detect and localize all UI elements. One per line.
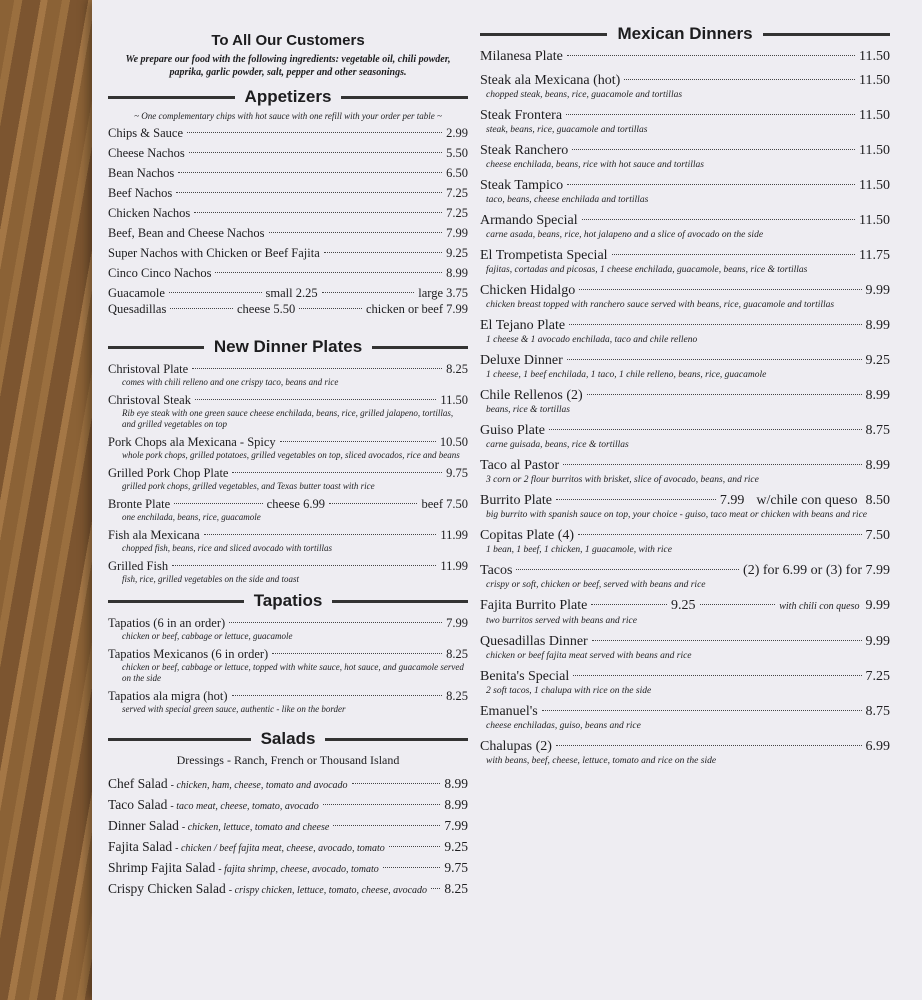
menu-item: [108, 145, 468, 161]
menu-item-price: 9.99: [865, 634, 890, 649]
menu-item-description: comes with chili relleno and one crispy taco, beans and rice: [122, 377, 339, 387]
menu-item: [480, 317, 890, 346]
menu-item: [480, 668, 890, 697]
menu-item-name: Tapatios (6 in an order): [108, 616, 226, 630]
menu-item-name: Beef Nachos: [108, 186, 173, 200]
menu-item-description: fajitas, cortadas and picosas, 1 cheese enchilada, guacamole, beans, rice & tortillas: [486, 265, 808, 275]
menu-item: [108, 816, 468, 837]
menu-item-description: - chicken, lettuce, tomato and cheese: [181, 822, 330, 833]
menu-item-description: chopped steak, beans, rice, guacamole and tortillas: [486, 90, 683, 100]
menu-item-description: served with special green sauce, authentic - like on the border: [122, 704, 346, 714]
salads-header: [108, 729, 468, 749]
menu-item: [480, 72, 890, 101]
menu-item-price: 7.25: [865, 669, 890, 684]
menu-item-name: Christoval Plate: [108, 362, 189, 376]
menu-item-price: 11.50: [440, 393, 468, 407]
menu-item-name: Grilled Pork Chop Plate: [108, 466, 229, 480]
menu-item-price: 7.25: [446, 206, 468, 220]
menu-item-burrito-plate: Burrito Plate 7.99 w/chile con queso 8.50 big burrito with spanish sauce on top, your choice - guiso, taco meat or chicken with beans and rice: [480, 493, 890, 520]
menu-item-price: 7.99: [446, 226, 468, 240]
menu-item: [108, 245, 468, 261]
menu-item-price: 8.99: [444, 776, 468, 791]
appetizers-header: [108, 87, 468, 107]
menu-item-description: taco, beans, cheese enchilada and tortillas: [486, 195, 649, 205]
mexican-dinners-header: [480, 24, 890, 44]
menu-item: [480, 457, 890, 486]
menu-item: [480, 352, 890, 381]
menu-item-price: 9.25: [444, 839, 468, 854]
appetizers-title: Appetizers: [244, 87, 332, 106]
menu-item: [480, 282, 890, 311]
menu-item-tacos: Tacos (2) for 6.99 or (3) for 7.99 crispy or soft, chicken or beef, served with beans and rice: [480, 563, 890, 590]
new-dinner-list-2: [108, 527, 468, 585]
menu-item: [108, 688, 468, 715]
menu-item-name: Deluxe Dinner: [480, 353, 563, 368]
new-dinner-title: New Dinner Plates: [213, 337, 363, 356]
menu-item-name: Steak Tampico: [480, 178, 564, 193]
menu-item-name: Pork Chops ala Mexicana - Spicy: [108, 435, 276, 449]
right-column: [480, 18, 890, 773]
menu-item: [108, 361, 468, 388]
menu-item-price: 6.50: [446, 166, 468, 180]
menu-item-price: 8.99: [865, 388, 890, 403]
menu-item: [108, 125, 468, 141]
menu-item-price: 9.25: [865, 353, 890, 368]
new-dinner-list: [108, 361, 468, 492]
menu-item-price: 11.99: [440, 559, 468, 573]
menu-item-description: - crispy chicken, lettuce, tomato, cheese, avocado: [228, 885, 428, 896]
menu-item: [108, 225, 468, 241]
menu-item-price: 8.25: [444, 881, 468, 896]
menu-item-price: 8.99: [444, 797, 468, 812]
menu-item-description: beans, rice & tortillas: [486, 405, 570, 415]
menu-item-name: El Tejano Plate: [480, 318, 566, 333]
menu-item: [480, 633, 890, 662]
menu-item-description: carne guisada, beans, rice & tortillas: [486, 440, 629, 450]
menu-item: [480, 177, 890, 206]
menu-item-price: 11.50: [859, 73, 890, 88]
menu-item-price: 9.99: [865, 283, 890, 298]
mexican-dinners-title: Mexican Dinners: [617, 24, 753, 43]
menu-item-price: 8.25: [446, 647, 468, 661]
menu-item-price: 11.50: [859, 143, 890, 158]
tapatios-title: Tapatios: [253, 591, 323, 610]
menu-item: [480, 142, 890, 171]
menu-item-description: 3 corn or 2 flour burritos with brisket, slice of avocado, beans, and rice: [486, 475, 759, 485]
menu-item-description: - chicken / beef fajita meat, cheese, avocado, tomato: [175, 843, 385, 854]
menu-item-name: Steak Frontera: [480, 108, 563, 123]
menu-item-price: 9.25: [446, 246, 468, 260]
menu-item-price: 11.75: [859, 248, 890, 263]
menu-item-name: Guiso Plate: [480, 423, 545, 438]
menu-item-fajita-burrito: Fajita Burrito Plate 9.25 with chili con queso 9.99 two burritos served with beans and rice: [480, 598, 891, 626]
menu-item-name: Quesadillas Dinner: [480, 634, 588, 649]
menu-item-price: 11.50: [859, 213, 890, 228]
menu-item-price: 11.50: [859, 108, 890, 123]
menu-item-name: Chile Rellenos (2): [480, 388, 583, 403]
menu-item-name: Shrimp Fajita Salad: [108, 860, 216, 875]
salads-dressings: Dressings - Ranch, French or Thousand Island: [176, 753, 400, 767]
menu-item: [480, 422, 890, 451]
menu-item: [480, 247, 890, 276]
menu-item-description: - fajita shrimp, cheese, avocado, tomato: [218, 864, 379, 875]
menu-item-description: fish, rice, grilled vegetables on the side and toast: [122, 574, 299, 584]
menu-item-description: cheese enchiladas, guiso, beans and rice: [486, 721, 641, 731]
menu-item-price: 7.99: [446, 616, 468, 630]
menu-item-price: 7.99: [444, 818, 468, 833]
menu-item-description: carne asada, beans, rice, hot jalapeno and a slice of avocado on the side: [486, 230, 764, 240]
menu-item-description: chicken or beef fajita meat served with beans and rice: [486, 651, 692, 661]
menu-item-guacamole: Guacamole small 2.25 large 3.75: [108, 286, 468, 300]
menu-item: [108, 392, 468, 430]
menu-item-name: Taco Salad: [108, 797, 168, 812]
menu-item-name: Bean Nachos: [108, 166, 175, 180]
menu-item-name: Super Nachos with Chicken or Beef Fajita: [108, 246, 320, 260]
menu-item: [108, 165, 468, 181]
menu-item-price: 9.75: [446, 466, 468, 480]
menu-item: [108, 465, 468, 492]
menu-item: [480, 738, 890, 767]
menu-item-price: 8.99: [446, 266, 468, 280]
menu-item-price: 8.75: [865, 423, 890, 438]
menu-item: [480, 387, 890, 416]
menu-item-price: 8.25: [446, 689, 468, 703]
menu-item-price: 8.99: [865, 318, 890, 333]
menu-item-name: Armando Special: [480, 213, 578, 228]
intro-text: We prepare our food with the following ingredients: vegetable oil, chili powder, paprika, garlic powder, salt, pepper and other seasonings.: [125, 54, 451, 78]
menu-item-name: Benita's Special: [480, 669, 570, 684]
menu-item-price: 8.99: [865, 458, 890, 473]
menu-item-description: - chicken, ham, cheese, tomato and avocado: [170, 780, 348, 791]
menu-item: [108, 265, 468, 281]
menu-item-bronte: Bronte Plate cheese 6.99 beef 7.50 one enchilada, beans, rice, guacamole: [108, 497, 468, 522]
appetizers-list: [108, 125, 468, 281]
menu-item-description: 1 cheese, 1 beef enchilada, 1 taco, 1 chile relleno, beans, rice, guacamole: [486, 370, 767, 380]
menu-item-description: 2 soft tacos, 1 chalupa with rice on the side: [486, 686, 652, 696]
mexican-dinners-list-2: [480, 633, 890, 767]
menu-item-name: Chips & Sauce: [108, 126, 183, 140]
menu-item: [108, 558, 468, 585]
menu-item-description: steak, beans, rice, guacamole and tortillas: [486, 125, 648, 135]
menu-item-price: 9.75: [444, 860, 468, 875]
menu-item-copitas: Copitas Plate (4) 7.50 1 bean, 1 beef, 1 chicken, 1 guacamole, with rice: [480, 528, 890, 555]
menu-item-name: Chicken Hidalgo: [480, 283, 576, 298]
mexican-dinners-list: [480, 48, 890, 486]
menu-item-name: Fajita Salad: [108, 839, 173, 854]
menu-item-name: Chicken Nachos: [108, 206, 191, 220]
menu-item: [480, 703, 890, 732]
menu-item-name: Steak Ranchero: [480, 143, 569, 158]
menu-item-description: grilled pork chops, grilled vegetables, and Texas butter toast with rice: [122, 481, 375, 491]
menu-item-name: Emanuel's: [480, 704, 538, 719]
menu-item-name: Tapatios Mexicanos (6 in order): [108, 647, 269, 661]
menu-item-price: 6.99: [865, 739, 890, 754]
menu-item-name: Cinco Cinco Nachos: [108, 266, 212, 280]
menu-item: [108, 615, 468, 642]
menu-item-name: Crispy Chicken Salad: [108, 881, 226, 896]
menu-item: [480, 107, 890, 136]
menu-item-description: chicken breast topped with ranchero sauce served with beans, rice, guacamole and tortillas: [486, 300, 835, 310]
menu-item-description: whole pork chops, grilled potatoes, grilled vegetables on top, sliced avocados, rice and beans: [122, 450, 460, 460]
menu-item: [108, 205, 468, 221]
menu-item-price: 11.99: [440, 528, 468, 542]
new-dinner-header: [108, 337, 468, 357]
menu-item-price: 8.25: [446, 362, 468, 376]
menu-item-name: Christoval Steak: [108, 393, 191, 407]
menu-item: [480, 212, 890, 241]
menu-item-price: 11.50: [859, 49, 890, 64]
menu-item-name: Beef, Bean and Cheese Nachos: [108, 226, 265, 240]
menu-item-price: 5.50: [446, 146, 468, 160]
menu-item: [108, 879, 468, 900]
menu-item: [108, 434, 468, 461]
menu-item-name: Taco al Pastor: [480, 458, 560, 473]
menu-item-description: cheese enchilada, beans, rice with hot sauce and tortillas: [486, 160, 704, 170]
menu-item-description: chicken or beef, cabbage or lettuce, topped with white sauce, hot sauce, and guacamole served on the side: [122, 662, 464, 683]
menu-item-name: Tapatios ala migra (hot): [108, 689, 228, 703]
menu-item-price: 11.50: [859, 178, 890, 193]
menu-item: [108, 774, 468, 795]
menu-item-name: Chef Salad: [108, 776, 168, 791]
menu-item-name: Milanesa Plate: [480, 49, 563, 64]
menu-item-name: Fish ala Mexicana: [108, 528, 200, 542]
menu-item-quesadillas: Quesadillas cheese 5.50 chicken or beef 7.99: [108, 302, 468, 316]
menu-item: [108, 646, 468, 684]
menu-item-name: Steak ala Mexicana (hot): [480, 73, 621, 88]
appetizers-note: ~ One complementary chips with hot sauce with one refill with your order per table ~: [134, 111, 442, 121]
menu-item-price: 7.25: [446, 186, 468, 200]
menu-item: [108, 185, 468, 201]
intro-title: To All Our Customers: [211, 32, 365, 49]
menu-item-name: Grilled Fish: [108, 559, 169, 573]
tapatios-header: [108, 591, 468, 611]
salads-list: [108, 774, 468, 900]
menu-item-name: Cheese Nachos: [108, 146, 185, 160]
menu-item-price: 10.50: [439, 435, 468, 449]
menu-item: [480, 48, 890, 66]
menu-item-description: with beans, beef, cheese, lettuce, tomato and rice on the side: [486, 756, 717, 766]
menu-item-price: 8.75: [865, 704, 890, 719]
menu-item-description: Rib eye steak with one green sauce cheese enchilada, beans, rice, grilled jalapeno, tortillas, and grilled vegetables on top: [122, 408, 454, 429]
menu-item-description: chicken or beef, cabbage or lettuce, guacamole: [122, 631, 293, 641]
menu-item: [108, 837, 468, 858]
menu-item-description: 1 cheese & 1 avocado enchilada, taco and chile relleno: [486, 335, 698, 345]
tapatios-list: [108, 615, 468, 715]
menu-item-name: El Trompetista Special: [480, 248, 608, 263]
menu-item: [108, 795, 468, 816]
menu-item: [108, 858, 468, 879]
menu-item-description: chopped fish, beans, rice and sliced avocado with tortillas: [122, 543, 332, 553]
menu-item-price: 2.99: [446, 126, 468, 140]
menu-item-name: Dinner Salad: [108, 818, 179, 833]
left-column: [108, 32, 468, 900]
menu-item: [108, 527, 468, 554]
menu-item-name: Chalupas (2): [480, 739, 552, 754]
salads-title: Salads: [260, 729, 316, 748]
menu-item-description: - taco meat, cheese, tomato, avocado: [170, 801, 319, 812]
